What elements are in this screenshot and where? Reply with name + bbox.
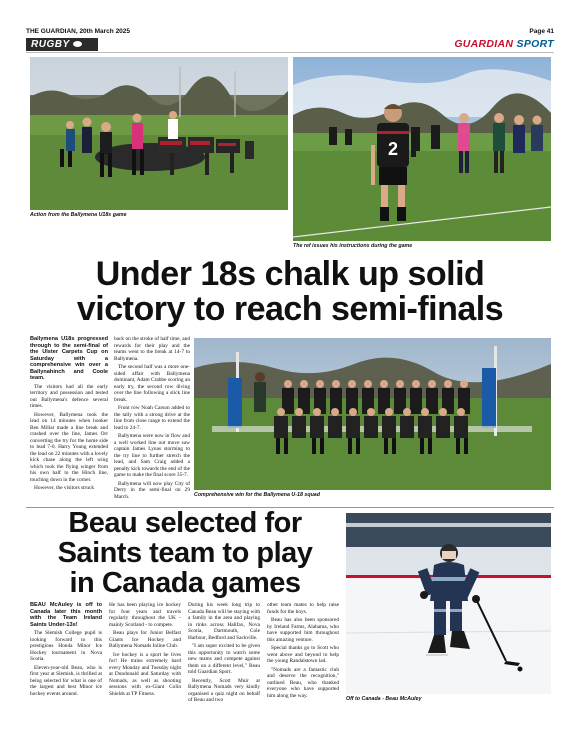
rugby-ball-icon bbox=[73, 41, 82, 47]
headline-under18s-line1: Under 18s chalk up solid bbox=[95, 255, 485, 293]
article-paragraph: However, Ballymena took the lead on 14 minutes when hooker Ben Millar made a line break and crashed over the line, James Orr converting the try for the home side to lead 7-0. Harry Young extended the lead on 22 minutes with a lovely kick chase along the left wing which took the flying winger from his own half to the Hinch line, touching down in the corner. bbox=[30, 411, 108, 483]
article-paragraph: Recently, Scott Muir at Ballymena Nomads very kindly organised a quiz night on behalf of Beau and two bbox=[188, 677, 260, 703]
article-paragraph: The visitors had all the early territory and possession and tested out Ballymena's defence several times. bbox=[30, 383, 108, 409]
article-under18s-col1 bbox=[30, 336, 108, 506]
photo-team-squad bbox=[194, 338, 551, 490]
article-paragraph: Beau has also been sponsored by Ireland Farms, Alabama, who have supported him throughout this amazing venture. bbox=[267, 617, 339, 643]
article-paragraph: He has been playing ice hockey for four years and travels regularly throughout the UK - mainly Scotland - to compete. bbox=[109, 602, 181, 628]
headline-beau-line2: Saints team to play bbox=[57, 537, 313, 569]
header-rule bbox=[26, 52, 554, 53]
article-paragraph: Eleven-year-old Beau, who is first year at Slemish, is thrilled at being selected for what is one of the largest and best Minor ice hockey events around. bbox=[30, 664, 102, 697]
article-paragraph: The second half was a more one-sided affair with Ballymena dominant, Adam Crabbe scoring an early try, the second row diving over the line following a slick line break. bbox=[114, 364, 190, 403]
caption-hockey-player: Off to Canada - Beau McAuley bbox=[346, 696, 422, 702]
article-paragraph: Beau plays for Junior Belfast Giants Ice Hockey and Ballymena Nomads Inline Club. bbox=[109, 630, 181, 649]
article-paragraph: Front row Noah Carson added to the tally with a strong drive at the line from close range to extend the lead to 24-7. bbox=[114, 405, 190, 431]
article-paragraph: During his week long trip to Canada Beau will be staying with a family in the area and playing in rinks across Halifax, Nova Scotia, Dartmouth, Cole Harbour, Bedford and Sackville. bbox=[188, 602, 260, 641]
section-band bbox=[26, 38, 554, 52]
article-under18s-col2 bbox=[114, 336, 190, 506]
section-label: RUGBY bbox=[26, 38, 98, 51]
article-paragraph: "Nomads are a fantastic club and deserve the recognition," outlined Beau, who thanked everyone who have supported him along the way. bbox=[267, 666, 339, 699]
headline-beau-line3: in Canada games bbox=[69, 567, 301, 599]
caption-referee: The ref issues his instructions during the game bbox=[293, 243, 413, 249]
article-paragraph: Ballymena will now play City of Derry in the semi-final on 29 March. bbox=[114, 480, 190, 500]
caption-team-squad: Comprehensive win for the Ballymena U-18 squad bbox=[194, 492, 320, 498]
page-number: Page 41 bbox=[529, 28, 554, 35]
photo-scrum bbox=[30, 57, 288, 210]
article-paragraph: Ballymena were now in flow and a well worked line out move saw captain James Lynas storming to the try line to further stretch the lead, and Sam Craig added a penalty kick towards the end of the game to make the final score 35-7. bbox=[114, 433, 190, 478]
article-paragraph: The Slemish College pupil is looking forward to this prestigious Honda Minor Ice Hockey tournament in Nova Scotia. bbox=[30, 630, 102, 662]
page-header bbox=[26, 26, 554, 38]
article-lead: Ballymena U18s progressed through to the semi-final of the Ulster Carpets Cup on Saturday with a comprehensive win over a Ballynahinch and Coole team. bbox=[30, 336, 108, 381]
article-paragraph: back on the stroke of half time, and rewards for their play and the teams went to the break at 14-7 to Ballymena. bbox=[114, 336, 190, 362]
headline-beau-line1: Beau selected for bbox=[68, 507, 302, 539]
article-paragraph: Special thanks go to Scott who went above and beyond to help the young Randalstown lad. bbox=[267, 645, 339, 664]
photo-referee bbox=[293, 57, 551, 241]
article-beau-col1 bbox=[30, 602, 102, 730]
article-beau-col3 bbox=[188, 602, 260, 730]
photo-hockey-player bbox=[346, 513, 551, 694]
article-lead: BEAU McAuley is off to Canada later this month with the Team Ireland Saints Under-13s! bbox=[30, 602, 102, 628]
article-beau-col4 bbox=[267, 602, 339, 730]
caption-scrum: Action from the Ballymena U18s game bbox=[30, 212, 127, 218]
article-paragraph: "I am super excited to be given this opportunity to watch some new teams and compete against them on a different level," Beau told Guardian Sport. bbox=[188, 643, 260, 675]
article-paragraph: However, the visitors struck bbox=[34, 485, 95, 491]
article-paragraph: other team mates to help raise funds for the boys. bbox=[267, 602, 339, 615]
brand-logo: GUARDIAN SPORT bbox=[454, 38, 554, 50]
article-beau-col2 bbox=[109, 602, 181, 730]
referee-shirt-number: 2 bbox=[387, 139, 399, 159]
date-line: THE GUARDIAN, 20th March 2025 bbox=[26, 28, 131, 35]
article-paragraph: Ice hockey is a sport he lives for! He trains extremely hard every Monday and Tuesday night at Dundonald and Saturday with Nomads, as well as shooting sessions with ex-Giant Colin Shields at TP Fitness. bbox=[109, 651, 181, 697]
headline-under18s-line2: victory to reach semi-finals bbox=[76, 290, 504, 328]
